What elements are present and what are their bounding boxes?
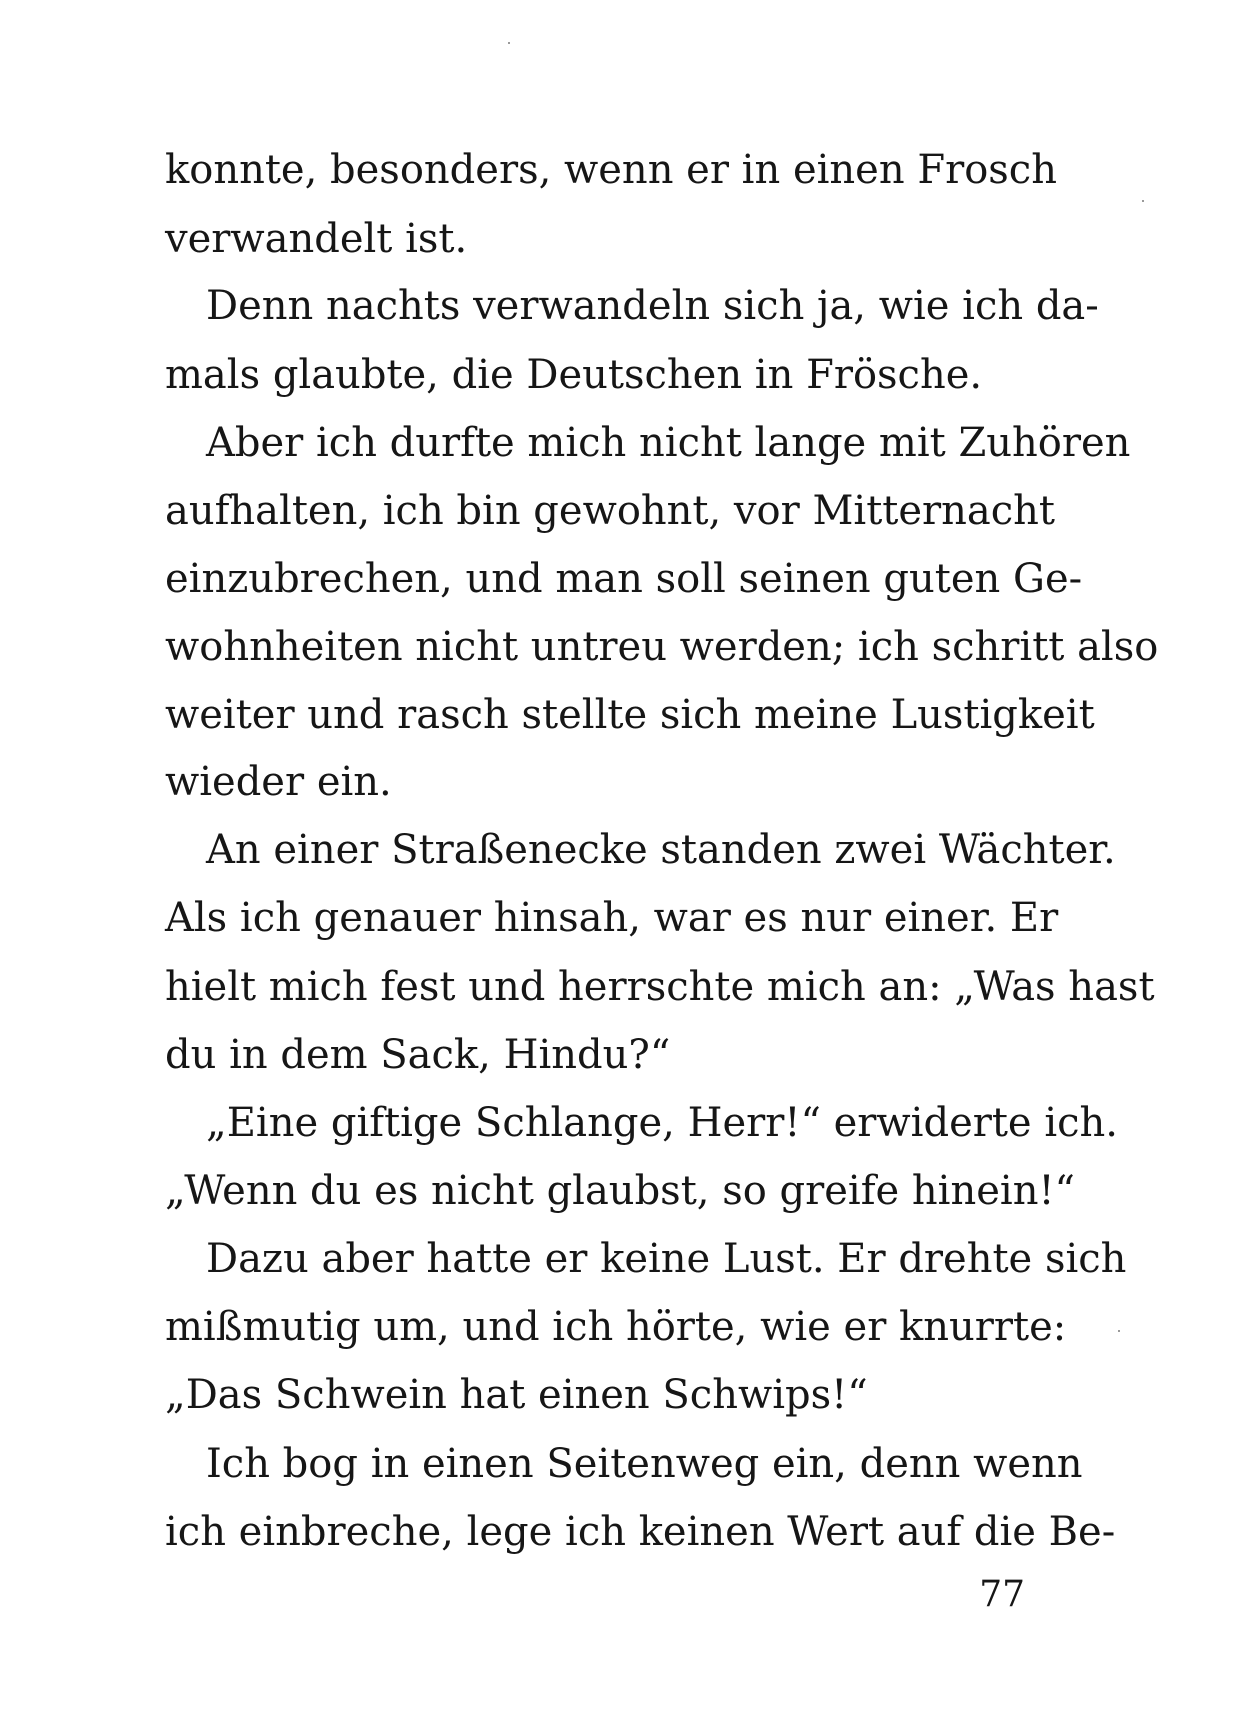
- text-line: ich einbreche, lege ich keinen Wert auf die Be-: [165, 1509, 1116, 1555]
- text-line: „Eine giftige Schlange, Herr!“ erwiderte ich.: [206, 1100, 1118, 1146]
- text-line: einzubrechen, und man soll seinen guten Ge-: [165, 556, 1083, 602]
- text-line: Ich bog in einen Seitenweg ein, denn wenn: [206, 1441, 1083, 1487]
- text-line: „Das Schwein hat einen Schwips!“: [165, 1372, 868, 1418]
- text-line: mißmutig um, und ich hörte, wie er knurrte:: [165, 1304, 1067, 1350]
- text-line: Dazu aber hatte er keine Lust. Er drehte sich: [206, 1236, 1127, 1282]
- text-line: verwandelt ist.: [165, 216, 468, 262]
- page-number: 77: [979, 1574, 1025, 1615]
- text-line: du in dem Sack, Hindu?“: [165, 1032, 671, 1078]
- text-line: hielt mich fest und herrschte mich an: „Was hast: [165, 964, 1155, 1010]
- text-line: weiter und rasch stellte sich meine Lustigkeit: [165, 692, 1095, 738]
- text-line: Als ich genauer hinsah, war es nur einer. Er: [165, 895, 1059, 941]
- text-line: konnte, besonders, wenn er in einen Frosch: [165, 147, 1057, 193]
- text-line: wieder ein.: [165, 759, 392, 805]
- text-line: mals glaubte, die Deutschen in Frösche.: [165, 352, 983, 398]
- text-line: An einer Straßenecke standen zwei Wächter.: [206, 827, 1116, 873]
- text-line: Aber ich durfte mich nicht lange mit Zuhören: [206, 420, 1131, 466]
- text-line: „Wenn du es nicht glaubst, so greife hinein!“: [165, 1168, 1075, 1214]
- text-line: wohnheiten nicht untreu werden; ich schritt also: [165, 624, 1159, 670]
- text-line: aufhalten, ich bin gewohnt, vor Mitternacht: [165, 488, 1055, 534]
- text-line: Denn nachts verwandeln sich ja, wie ich da-: [206, 283, 1099, 329]
